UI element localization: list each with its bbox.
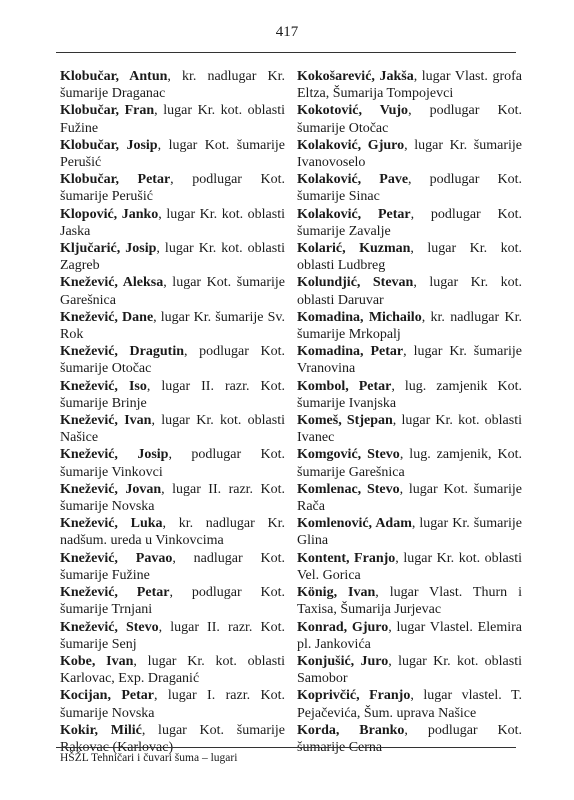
entry-description: , lugar Vlast. Thurn i Taxisa, Šumarija Jurjevac bbox=[297, 585, 522, 618]
entry-name: Knežević, Petar bbox=[60, 585, 170, 601]
entry-description: , lugar Kr. kot. oblasti Zagreb bbox=[60, 241, 285, 274]
entry-name: Klobučar, Josip bbox=[60, 137, 158, 153]
directory-entry bbox=[60, 102, 285, 136]
entry-name: Klobučar, Fran bbox=[60, 103, 155, 119]
directory-entry bbox=[297, 687, 522, 721]
entry-description: , lug. zamjenik Kot. šumarije Ivanjska bbox=[297, 378, 523, 411]
entry-name: Kokošarević, Jakša bbox=[297, 69, 414, 84]
entry-name: Knežević, Stevo bbox=[60, 619, 159, 635]
entry-description: , lugar Kr. kot. oblasti Našice bbox=[60, 413, 285, 446]
entry-description: , podlugar Kot. šumarije Vinkovci bbox=[60, 447, 286, 480]
directory-entry bbox=[60, 412, 285, 446]
directory-entry bbox=[60, 653, 285, 687]
entry-name: König, Ivan bbox=[297, 585, 376, 601]
entry-description: , lugar Kr. kot. oblasti Karlovac, Exp. Draganić bbox=[60, 653, 285, 687]
directory-entry bbox=[297, 274, 522, 308]
directory-entry bbox=[297, 240, 522, 274]
entry-description: , lugar II. razr. Kot. šumarije Novska bbox=[60, 481, 285, 515]
entry-name: Komlenović, Adam bbox=[297, 516, 412, 532]
entry-name: Kobe, Ivan bbox=[60, 653, 134, 669]
directory-entry bbox=[297, 412, 522, 446]
entry-name: Knežević, Pavao bbox=[60, 550, 173, 566]
entry-description: , lugar Kr. šumarije Ivanovoselo bbox=[297, 137, 522, 171]
entry-name: Kolaković, Pave bbox=[297, 172, 409, 188]
directory-entry bbox=[297, 619, 522, 653]
directory-entry bbox=[60, 722, 285, 756]
entry-description: , podlugar Kot. šumarije Sinac bbox=[297, 172, 523, 205]
entry-description: , lugar I. razr. Kot. šumarije Novska bbox=[60, 688, 285, 721]
directory-entry bbox=[297, 481, 522, 515]
entry-description: , podlugar Kot. šumarije Trnjani bbox=[60, 585, 285, 618]
entry-description: , podlugar Kot. šumarije Perušić bbox=[60, 172, 285, 205]
directory-entry bbox=[60, 137, 285, 171]
entry-name: Kokotović, Vujo bbox=[297, 103, 409, 119]
directory-entry bbox=[297, 550, 522, 584]
entry-name: Komeš, Stjepan bbox=[297, 413, 393, 429]
entry-name: Kokir, Milić bbox=[60, 722, 142, 738]
entry-name: Konjušić, Juro bbox=[297, 653, 389, 669]
entry-description: , lugar Kot. šumarije Garešnica bbox=[60, 275, 285, 308]
directory-entry bbox=[60, 687, 285, 721]
entry-description: , podlugar Kot. šumarije Otočac bbox=[60, 344, 286, 377]
entry-name: Komgović, Stevo bbox=[297, 447, 400, 463]
directory-entry bbox=[60, 584, 285, 618]
directory-entry bbox=[60, 515, 285, 549]
footer-rule bbox=[56, 747, 516, 748]
entry-description: , lugar Kr. kot. oblasti Ivanec bbox=[297, 413, 522, 446]
entry-description: , lugar Vlastel. Elemira pl. Jankovića bbox=[297, 619, 522, 652]
directory-entry bbox=[60, 446, 285, 480]
entry-description: , lugar Kr. šumarije Glina bbox=[297, 516, 522, 549]
directory-entry bbox=[60, 274, 285, 308]
entry-name: Komadina, Petar bbox=[297, 344, 404, 360]
entry-name: Korda, Branko bbox=[297, 722, 405, 738]
directory-entry bbox=[297, 68, 522, 102]
entry-name: Kocijan, Petar bbox=[60, 688, 154, 704]
entry-description: , kr. nadlugar Kr. šumarije Mrkopalj bbox=[297, 309, 522, 343]
directory-entry bbox=[60, 378, 285, 412]
entry-description: , lugar Kr. kot. oblasti Ludbreg bbox=[297, 241, 523, 274]
directory-entry bbox=[297, 102, 522, 136]
directory-entry bbox=[60, 481, 285, 515]
entry-name: Knežević, Aleksa bbox=[60, 275, 164, 291]
entry-name: Klobučar, Petar bbox=[60, 172, 171, 188]
entry-description: , lugar Kr. kot. oblasti Samobor bbox=[297, 653, 522, 687]
directory-entry bbox=[297, 137, 522, 171]
entry-description: , lugar Kot. šumarije Rača bbox=[297, 481, 522, 515]
entry-description: , lug. zamjenik, Kot. šumarije Garešnica bbox=[297, 447, 522, 480]
entry-description: , kr. nadlugar Kr. nadšum. ureda u Vinkovcima bbox=[60, 516, 285, 549]
entry-name: Kolundjić, Stevan bbox=[297, 275, 414, 291]
directory-entry bbox=[297, 515, 522, 549]
directory-entry bbox=[297, 722, 522, 756]
header-rule bbox=[56, 52, 516, 53]
entry-description: , lugar Kot. šumarije Rakovac (Karlovac) bbox=[60, 722, 285, 755]
directory-entry bbox=[297, 584, 522, 618]
entry-name: Knežević, Josip bbox=[60, 447, 169, 463]
entry-name: Klobučar, Antun bbox=[60, 69, 168, 84]
directory-entry bbox=[297, 309, 522, 343]
entry-description: , podlugar Kot. šumarije Otočac bbox=[297, 103, 523, 136]
entry-name: Knežević, Iso bbox=[60, 378, 147, 394]
directory-entry bbox=[60, 206, 285, 240]
entry-description: , lugar Vlast. grofa Eltza, Šumarija Tompojevci bbox=[297, 69, 522, 102]
entry-description: , lugar Kr. kot. oblasti Daruvar bbox=[297, 275, 523, 308]
entry-name: Kolaković, Gjuro bbox=[297, 137, 405, 153]
entry-name: Kolarić, Kuzman bbox=[297, 241, 411, 257]
directory-entry bbox=[60, 550, 285, 584]
entry-name: Komadina, Michailo bbox=[297, 309, 422, 325]
entry-description: , podlugar Kot. šumarije Cerna bbox=[297, 722, 522, 755]
entry-name: Koprivčić, Franjo bbox=[297, 688, 411, 704]
entry-description: , lugar vlastel. T. Pejačevića, Šum. uprava Našice bbox=[297, 688, 522, 721]
entry-description: , kr. nadlugar Kr. šumarije Draganac bbox=[60, 69, 285, 102]
page-number: 417 bbox=[275, 24, 299, 40]
entry-name: Knežević, Luka bbox=[60, 516, 163, 532]
entry-description: , lugar Kr. šumarije Vranovina bbox=[297, 344, 522, 377]
entry-description: , lugar Kr. šumarije Sv. Rok bbox=[60, 309, 285, 343]
entry-description: , lugar II. razr. Kot. šumarije Senj bbox=[60, 619, 285, 652]
entry-description: , lugar Kr. kot. oblasti Fužine bbox=[60, 103, 285, 136]
entry-description: , lugar Kr. kot. oblasti Vel. Gorica bbox=[297, 550, 522, 583]
entry-name: Kolaković, Petar bbox=[297, 206, 411, 222]
directory-entry bbox=[297, 206, 522, 240]
entry-description: , lugar II. razr. Kot. šumarije Brinje bbox=[60, 378, 285, 411]
directory-entry bbox=[60, 309, 285, 343]
directory-entry bbox=[60, 619, 285, 653]
directory-entry bbox=[60, 68, 285, 102]
entry-name: Ključarić, Josip bbox=[60, 241, 157, 257]
entry-name: Knežević, Dane bbox=[60, 309, 154, 325]
directory-entry bbox=[297, 446, 522, 480]
column-right bbox=[297, 68, 522, 756]
entry-description: , podlugar Kot. šumarije Zavalje bbox=[297, 206, 523, 239]
entry-name: Komlenac, Stevo bbox=[297, 481, 400, 497]
entry-name: Kombol, Petar bbox=[297, 378, 392, 394]
entry-name: Knežević, Dragutin bbox=[60, 344, 184, 360]
column-left bbox=[60, 68, 285, 756]
entry-description: , lugar Kot. šumarije Perušić bbox=[60, 137, 285, 171]
directory-entry bbox=[297, 343, 522, 377]
directory-entry bbox=[297, 378, 522, 412]
directory-entry bbox=[297, 171, 522, 205]
footer-text: HŠŽL Tehničari i čuvari šuma – lugari bbox=[60, 752, 238, 764]
entry-name: Knežević, Jovan bbox=[60, 481, 162, 497]
directory-entry bbox=[60, 343, 285, 377]
entry-name: Klopović, Janko bbox=[60, 206, 159, 222]
entry-description: , nadlugar Kot. šumarije Fužine bbox=[60, 550, 285, 583]
entry-name: Kontent, Franjo bbox=[297, 550, 396, 566]
directory-entry bbox=[60, 171, 285, 205]
entry-name: Konrad, Gjuro bbox=[297, 619, 389, 635]
entry-description: , lugar Kr. kot. oblasti Jaska bbox=[60, 206, 285, 239]
directory-entry bbox=[297, 653, 522, 687]
entry-name: Knežević, Ivan bbox=[60, 413, 152, 429]
directory-entry bbox=[60, 240, 285, 274]
